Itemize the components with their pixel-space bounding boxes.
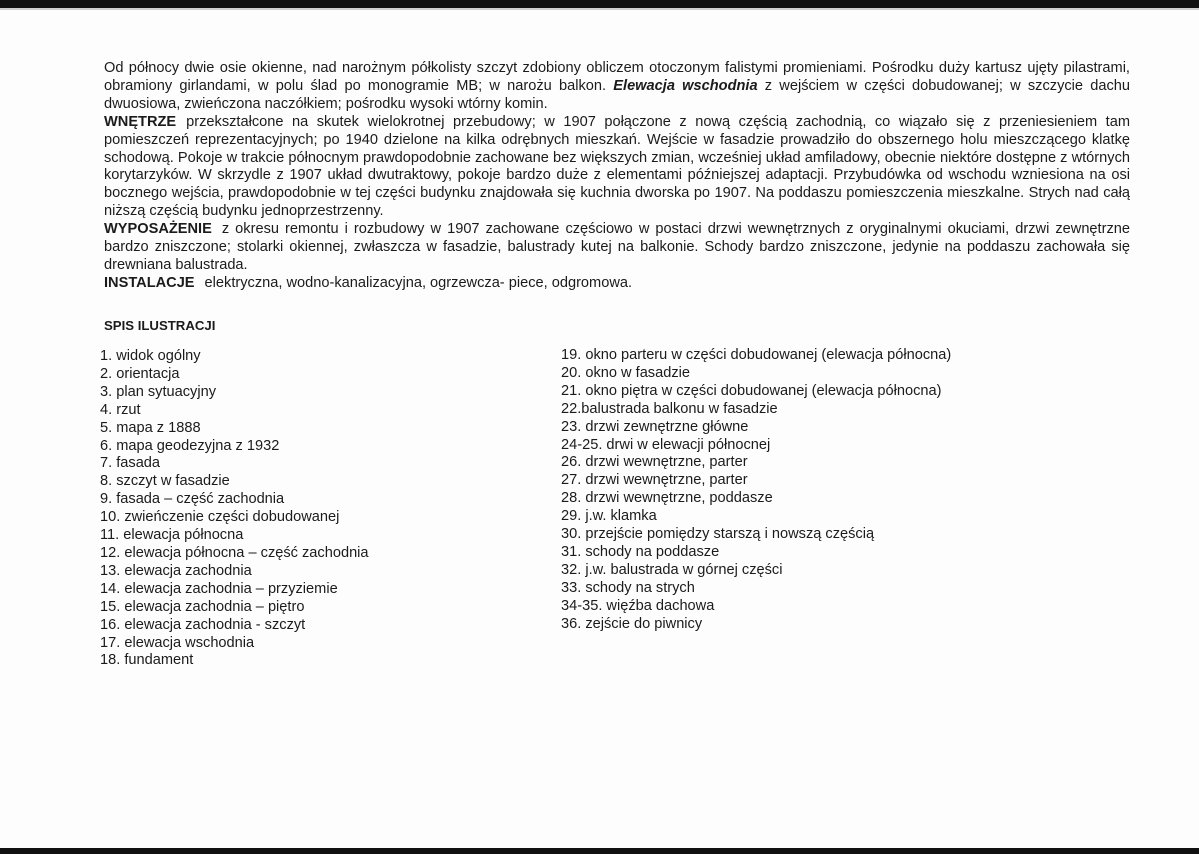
illustration-list-item: 23. drzwi zewnętrzne główne <box>561 418 749 435</box>
illustration-list-item: 18. fundament <box>100 652 194 669</box>
illustration-list-item: 14. elewacja zachodnia – przyziemie <box>100 580 338 597</box>
illustration-list-left <box>100 348 369 670</box>
illustration-list-right <box>561 347 951 634</box>
wyposazenie-text: z okresu remontu i rozbudowy w 1907 zachowane częściowo w postaci drzwi wewnętrznych z oryginalnymi okuciami, drzwi zewnętrzne bardzo zniszczone; stolarki okiennej, zwłaszcza w fasadzie, balustrady kutej na balkonie. Schody bardzo zniszczone, jedynie na poddaszu zachowała się drewniana balustrada. <box>104 221 1130 273</box>
illustration-list-item: 11. elewacja północna <box>100 527 244 544</box>
wyposazenie-heading: WYPOSAŻENIE <box>104 221 212 238</box>
scan-edge <box>0 8 1199 10</box>
illustration-list-item: 34-35. więźba dachowa <box>561 597 715 614</box>
illustration-list-item: 31. schody na poddasze <box>561 543 720 560</box>
illustration-list-item: 20. okno w fasadzie <box>561 364 690 381</box>
illustration-list-item: 3. plan sytuacyjny <box>100 383 217 400</box>
illustration-list-item: 16. elewacja zachodnia - szczyt <box>100 616 306 633</box>
illustration-list-item: 24-25. drwi w elewacji północnej <box>561 436 771 453</box>
illustration-list-item: 28. drzwi wewnętrzne, poddasze <box>561 490 773 507</box>
illustration-list-item: 10. zwieńczenie części dobudowanej <box>100 509 340 526</box>
illustration-list-item: 4. rzut <box>100 401 141 418</box>
illustration-list-item: 9. fasada – część zachodnia <box>100 491 285 508</box>
description-text <box>104 60 1130 293</box>
illustration-list-item: 30. przejście pomiędzy starszą i nowszą częścią <box>561 526 875 543</box>
elewacja-wschodnia-text: z wejściem w części dobudowanej; w szczycie dachu dwuosiowa, zwieńczona naczółkiem; pośrodku wysoki wtórny komin. <box>104 77 1130 112</box>
wnetrze-heading: WNĘTRZE <box>104 113 177 130</box>
illustration-list-item: 27. drzwi wewnętrzne, parter <box>561 472 748 489</box>
illustration-list-item: 36. zejście do piwnicy <box>561 615 703 632</box>
illustration-list-item: 5. mapa z 1888 <box>100 419 201 436</box>
illustration-list-item: 17. elewacja wschodnia <box>100 634 255 651</box>
illustration-list-item: 13. elewacja zachodnia <box>100 562 252 579</box>
illustration-list-item: 12. elewacja północna – część zachodnia <box>100 544 369 561</box>
instalacje-text: elektryczna, wodno-kanalizacyjna, ogrzewcza- piece, odgromowa. <box>204 274 633 291</box>
illustration-list-item: 7. fasada <box>100 455 161 472</box>
illustration-list-item: 21. okno piętra w części dobudowanej (elewacja północna) <box>561 382 942 399</box>
illustration-list-item: 2. orientacja <box>100 365 180 382</box>
illustration-list-item: 32. j.w. balustrada w górnej części <box>561 561 783 578</box>
illustration-list-item: 33. schody na strych <box>561 579 695 596</box>
scan-bottom-edge <box>0 848 1199 854</box>
illustration-list-item: 22.balustrada balkonu w fasadzie <box>561 400 778 417</box>
illustration-list-item: 26. drzwi wewnętrzne, parter <box>561 454 748 471</box>
spis-ilustracji-heading: SPIS ILUSTRACJI <box>104 318 216 333</box>
elewacja-wschodnia-heading: Elewacja wschodnia <box>613 77 758 94</box>
illustration-list-item: 29. j.w. klamka <box>561 508 657 525</box>
illustration-list-item: 8. szczyt w fasadzie <box>100 473 230 490</box>
intro-text: Od północy dwie osie okienne, nad narożnym półkolisty szczyt zdobiony obliczem otoczonym falistymi promieniami. Pośrodku duży kartusz ujęty pilastrami, obramiony girlandami, w polu ślad po monogramie MB; w narożu balkon. <box>104 60 1130 94</box>
illustration-list-item: 1. widok ogólny <box>100 348 201 364</box>
wnetrze-text: przekształcone na skutek wielokrotnej przebudowy; w 1907 połączone z nową częścią zachodnią, co wiązało się z przeniesieniem tam pomieszczeń reprezentacyjnych; po 1940 dzielone na kilka odrębnych mieszkań. Wejście w fasadzie prowadziło do obszernego holu mieszczącego klatkę schodową. Pokoje w trakcie północnym prawdopodobnie zachowane bez większych zmian, wcześniej układ amfiladowy, obecnie niektóre dostępne z wtórnych korytarzyków. W skrzydle z 1907 układ dwutraktowy, pokoje bardzo duże z elementami późniejszej adaptacji. Przybudówka od wschodu wzniesiona na osi bocznego wejścia, prawdopodobnie w tej części budynku znajdowała się kuchnia dworska po 1907. Na poddaszu pomieszczenia mieszkalne. Strych nad całą niższą częścią budynku jednoprzestrzenny. <box>104 113 1130 220</box>
illustration-list-item: 19. okno parteru w części dobudowanej (elewacja północna) <box>561 347 952 363</box>
illustration-list-item: 15. elewacja zachodnia – piętro <box>100 598 305 615</box>
illustration-list-item: 6. mapa geodezyjna z 1932 <box>100 437 280 454</box>
instalacje-heading: INSTALACJE <box>104 274 195 291</box>
